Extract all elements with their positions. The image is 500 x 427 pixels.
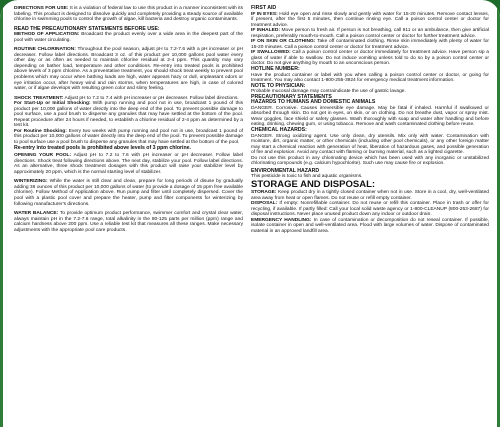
storage <box>251 190 489 201</box>
disposal-heading: DISPOSAL: <box>251 201 278 207</box>
chemical-text-2: Do not use this product in any chlorinating device which has been used with any inorganic or unstabilized chlorinating compounds (e.g. calcium hypochlorite). Such use may cause fire or explosion. <box>251 155 489 167</box>
first-aid-inhaled <box>251 28 489 39</box>
first-aid-heading: FIRST AID <box>251 5 277 11</box>
storage-heading: STORAGE: <box>251 189 277 195</box>
winterizing-heading: WINTERIZING: <box>14 179 48 185</box>
routine-shocking <box>14 129 243 146</box>
method-text: Broadcast the product evenly over a wide area in the deepest part of the pool with water circulating. <box>14 32 243 43</box>
opening-heading: OPENING YOUR POOL: <box>14 153 72 159</box>
read-precautionary: READ THE PRECAUTIONARY STATEMENTS BEFORE USE: <box>14 25 160 32</box>
danger-text: DANGER. Corrosive. Causes irreversible eye damage. May be fatal if inhaled. Harmful if swallowed or absorbed through skin. Do not get in eyes, on skin, or on clothing. Do not breathe dust, vapor or spray mist. Wear goggles, face shield or safety glasses. Wash thoroughly with soap and water after handling and before eating, drinking, chewing gum, or using tobacco. Remove and wash contaminated clothing before reuse. <box>251 105 489 128</box>
storage-text: Keep product dry in a tightly closed container when not in use. Store in a cool, dry, well-ventilated area away from heat or open flames. Do not reuse or refill empty container. <box>251 189 489 201</box>
label-border-left <box>0 0 3 427</box>
water-balance <box>14 211 243 233</box>
chemical-heading: CHEMICAL HAZARDS: <box>251 127 307 134</box>
startup-heading: For Start-Up or Initial Shocking: <box>14 101 91 107</box>
hazards-heading: HAZARDS TO HUMANS AND DOMESTIC ANIMALS <box>251 99 376 106</box>
disposal <box>251 201 489 218</box>
right-column <box>251 6 489 423</box>
opening-your-pool <box>14 153 243 175</box>
routine-heading: ROUTINE CHLORINATION: <box>14 47 76 53</box>
directions-use-heading: DIRECTIONS FOR USE: <box>14 6 69 11</box>
inhaled-text: Move person to fresh air. If person is not breathing, call 911 or an ambulance, then give artificial respiration, preferably mouth-to-mouth. Call a poison control center or doctor for further treatment advice. <box>251 28 489 39</box>
emergency-heading: EMERGENCY HANDLING: <box>251 217 312 223</box>
routine-shock-text: Every two weeks with pump running and pool not in use, broadcast 1 pound of this product per 10,000 gallons of water directly into the deep end of the pool. To prevent possible damage to pool surface use a pool brush to disperse any granules that may have settled at the bottom of the pool. <box>14 128 243 146</box>
hotline-text: Have the product container or label with you when calling a poison control center or doctor, or going for treatment. You may also contact 1-800-255-3924 for emergency medical treatment information. <box>251 72 489 84</box>
reentry-warning: Re-entry into treated pools is prohibited above levels of 3 ppm chlorine. <box>14 144 191 151</box>
environmental-text: This pesticide is toxic to fish and aquatic organisms. <box>251 174 363 180</box>
emergency-handling <box>251 218 489 235</box>
eyes-text: Hold eye open and rinse slowly and gently with water for 15-20 minutes. Remove contact lenses, if present, after the first 5 minutes, then continue rinsing eye. Call a poison control center or doctor for treatment advice. <box>251 11 489 28</box>
method-of-application <box>14 32 243 43</box>
storage-disposal-title: STORAGE AND DISPOSAL: <box>251 178 376 190</box>
shock-text: Adjust pH to 7.2 to 7.4 with pH increaser or pH decreaser. Follow label directions. <box>64 95 239 101</box>
skin-text: Take off contaminated clothing. Rinse skin immediately with plenty of water for 15-20 minutes. Call a poison control center or doctor for treatment advice. <box>251 39 490 50</box>
winterizing-text: While the water is still clear and clean, prepare for long periods of disuse by gradually adding 36 ounces of this product per 10,000 gallons of water (to provide a dosage of 15 ppm free available chlorine). Follow Method of Application above. Run pump and filter until completely dispersed. Cover the pool with a plastic pool cover and prepare the heater, pump and filter components for winterizing by following manufacturer's directions. <box>14 179 243 207</box>
eyes-heading: IF IN EYES: <box>251 11 278 17</box>
precautionary-heading: PRECAUTIONARY STATEMENTS <box>251 93 332 100</box>
opening-text: Adjust pH to 7.2 to 7.6 with pH increaser or pH decreaser. Follow label directions. Shock treat following directions above. The next day, stabilize your pool. Follow label directions. As an alternative, three shock treatment dosages with this product will raise your stabilizer level by approximately 20 ppm, which is the normal starting level of stabilizer. <box>14 153 243 175</box>
method-heading: METHOD OF APPLICATION: <box>14 32 80 38</box>
first-aid-eyes <box>251 12 489 29</box>
disposal-text: If empty: Nonrefillable container. Do not reuse or refill this container. Place in trash or offer for recycling, if available. If partly filled: Call your local solid waste agency or 1-800-CLEANUP (800-253-2687) for disposal instructions. Never place unused product down any indoor or outdoor drain. <box>251 201 489 218</box>
routine-chlorination <box>14 47 243 91</box>
first-aid-swallowed <box>251 50 489 67</box>
swallowed-text: Call a poison control center or doctor immediately for treatment advice. Have person sip a glass of water if able to swallow. Do not induce vomiting unless told to do so by a poison control center or doctor. Do not give anything by mouth to an unconscious person. <box>251 50 489 67</box>
winterizing <box>14 179 243 207</box>
swallowed-heading: IF SWALLOWED: <box>251 50 291 56</box>
physician-heading: NOTE TO PHYSICIAN: <box>251 82 306 89</box>
directions-use-text: It is a violation of federal law to use this product in a manner inconsistent with its labeling. This product is designed to dissolve quickly and completely providing a steady source of available chlorine in swimming pools to control the growth of algae, kill bacteria and destroy organic contaminants. <box>14 6 243 23</box>
startup-text: With pump running and pool not in use, broadcast 1 pound of this product per 10,000 gallons of water directly into the deep end of the pool. To prevent possible damage to pool surface, use a pool brush to disperse any granules that may have settled at the bottom of the pool. Repeat procedure after 24 hours if needed, to establish a chlorine residual of 2-4 ppm as determined by a test kit. <box>14 101 243 129</box>
routine-text: Throughout the pool season, adjust pH to 7.2-7.6 with a pH increaser or pH decreaser. Follow label directions. Broadcast 3 oz. of this product per 10,000 gallons pool water every other day or as often as needed to maintain chlorine residual at 2-4 ppm. This quantity may vary depending on bather load, temperature and other conditions. Re-entry into treated pools is prohibited above levels of 3 ppm chlorine. As a preventative treatment, you should shock treat weekly to prevent pool problems which may occur when bathing loads are high, water appears hazy or dull, unpleasant odors or eye irritation occur, after heavy wind and rain storms, when temperatures are high, in case of colored water, or if algae develops with resulting green color and slimy feeling. <box>14 47 243 92</box>
chemical-text: DANGER. Strong oxidizing agent. Use only clean, dry utensils. Mix only with water. Contamination with moisture, dirt, organic matter, or other chemicals (including other pool chemicals), or any other foreign matter may start a chemical reaction with generation of heat, liberation of hazardous gases, and possible generation of fire and explosion. Avoid any contact with flaming or burning material, such as a lighted cigarette. <box>251 133 489 156</box>
balance-text: To provide optimum product performance, swimmer comfort and crystal clear water, always maintain pH in the 7.2-7.6 range, total alkalinity in the 80-125 parts per million (ppm) range and calcium hardness above 200 ppm. Use a reliable test kit that measures all these ranges. Make necessary adjustments with the appropriate pool care products. <box>14 211 243 233</box>
physician-text: Probable mucosal damage may contraindicate the use of gastric lavage. <box>251 89 406 95</box>
emergency-text: In case of contamination or decomposition do not reseal container. If possible, isolate container in open and well-ventilated area. Flood with large volumes of water. Dispose of contaminated material in an approved landfill area. <box>251 217 489 234</box>
routine-shock-heading: For Routine Shocking: <box>14 128 67 134</box>
directions-for-use <box>14 6 243 23</box>
hotline-heading: HOTLINE NUMBER: <box>251 66 300 73</box>
skin-heading: IF ON SKIN OR CLOTHING: <box>251 39 316 45</box>
balance-heading: WATER BALANCE: <box>14 211 59 217</box>
first-aid-skin <box>251 39 489 50</box>
inhaled-heading: IF INHALED: <box>251 28 280 34</box>
startup-shocking <box>14 101 243 129</box>
shock-heading: SHOCK TREATMENT: <box>14 95 64 101</box>
environmental-heading: ENVIRONMENTAL HAZARD <box>251 167 320 174</box>
left-column <box>14 6 243 423</box>
